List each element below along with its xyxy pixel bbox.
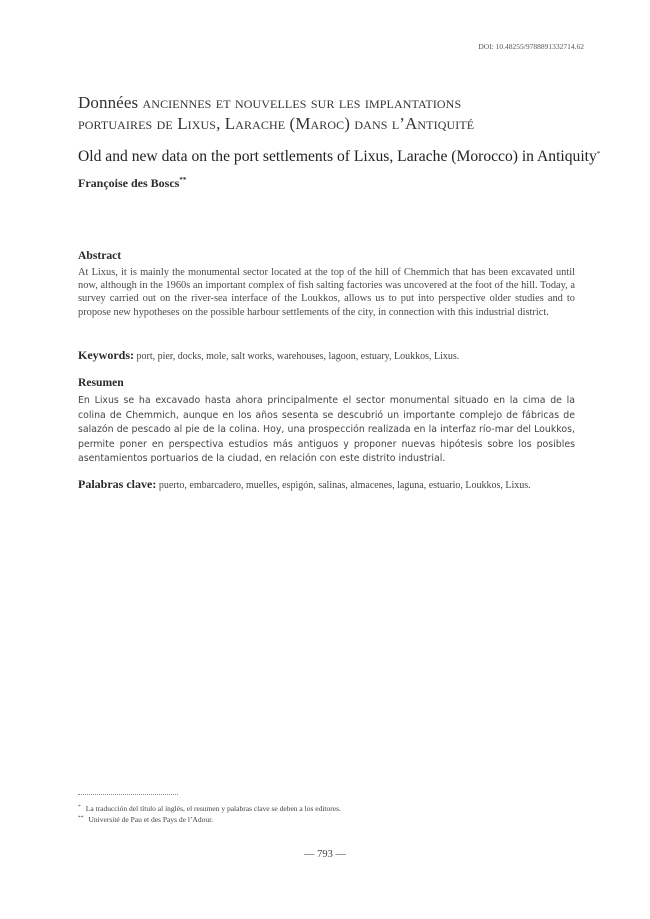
abstract-text: At Lixus, it is mainly the monumental sector located at the top of the hill of Chemmich that has been excavated until now, although in the 1960s an important complex of fish salting factories was uncovered at the foot of the hill. Today, a survey carried out on the river-sea interface of the Loukkos, allows us to put into perspective older studies and to propose new hypotheses on the possible harbour settlements of the city, in connection with this industrial district.: [78, 267, 575, 318]
author-name: [78, 176, 186, 191]
title-fr-line2-run-5: Maroc: [295, 114, 345, 133]
title-fr-line2-run-6: ) dans l’: [344, 114, 406, 133]
author-name-text: Françoise des Boscs: [78, 176, 180, 190]
resumen-heading: Resumen: [78, 376, 124, 389]
article-title-english: [78, 145, 601, 166]
title-fr-line2-run-7: Antiquité: [405, 114, 475, 133]
article-title-french: [78, 92, 578, 134]
title-fr-line1-run-1: anciennes et nouvelles sur les implantations: [138, 93, 462, 112]
palabras-clave: [78, 477, 578, 492]
palabras-clave-text: puerto, embarcadero, muelles, espigón, salinas, almacenes, laguna, estuario, Loukkos, Lixus.: [156, 480, 531, 491]
title-footnote-mark: *: [596, 150, 601, 158]
abstract-heading: Abstract: [78, 249, 122, 262]
title-fr-line2-run-3: Larache: [224, 114, 286, 133]
footnote-2-mark: **: [78, 815, 84, 821]
title-en-text: Old and new data on the port settlements of Lixus, Larache (Morocco) in Antiquity: [78, 148, 597, 165]
title-fr-line2-run-4: (: [285, 114, 296, 133]
resumen-text: En Lixus se ha excavado hasta ahora principalmente el sector monumental situado en la cima de la colina de Chemmich, aunque en los años sesenta se descubrió un importante complejo de fábricas de salazón de pescado al pie de la colina. Hoy, una prospección realizada en la interfaz río-mar del Loukkos, permite poner en perspectiva estudios más antiguos y proponer nuevas hipótesis sobre los posibles asentamientos portuarios de la ciudad, en relación con este distrito industrial.: [78, 395, 575, 465]
footnote-1: [78, 804, 341, 813]
footnote-1-mark: *: [78, 804, 81, 810]
title-fr-line2-run-2: ,: [216, 114, 225, 133]
footnote-1-text: La traducción del título al inglés, el resumen y palabras clave se deben a los editores.: [85, 804, 341, 813]
keywords: [78, 348, 578, 363]
title-fr-line2-run-1: Lixus: [177, 114, 217, 133]
footnote-2-text: Université de Pau et des Pays de l’Adour.: [88, 815, 214, 824]
doi-reference: DOI: 10.48255/9788891332714.62: [478, 42, 584, 51]
keywords-text: port, pier, docks, mole, salt works, warehouses, lagoon, estuary, Loukkos, Lixus.: [134, 351, 460, 362]
page-number: — 793 —: [304, 849, 346, 860]
palabras-clave-label: Palabras clave:: [78, 477, 157, 491]
footnote-separator: [78, 794, 178, 795]
title-fr-line2-run-0: portuaires de: [78, 114, 178, 133]
author-footnote-mark: **: [179, 176, 187, 184]
footnote-2: [78, 815, 213, 824]
title-fr-line1-run-0: Données: [78, 93, 139, 112]
keywords-label: Keywords:: [78, 348, 134, 362]
title-fr-line-1: [78, 92, 578, 113]
title-fr-line-2: [78, 113, 578, 134]
